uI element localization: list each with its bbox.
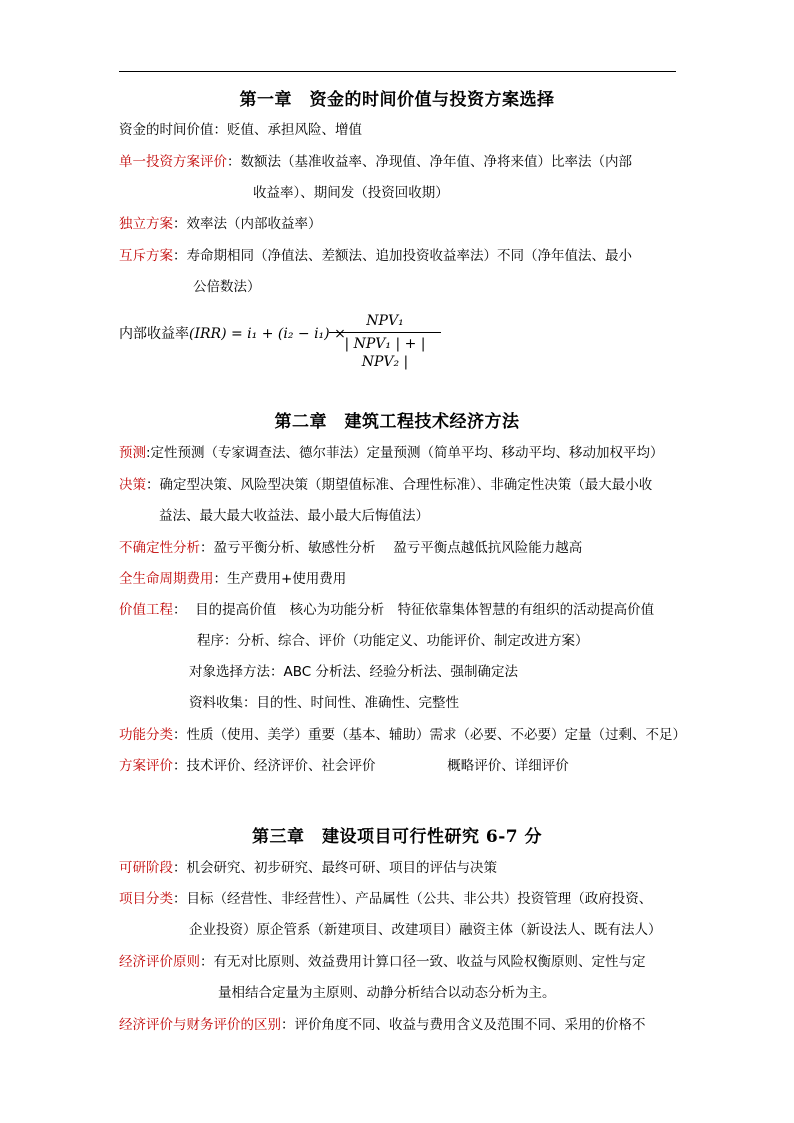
term-text: ：技术评价、经济评价、社会评价 概略评价、详细评价 — [173, 758, 569, 774]
ch3-line-evaluation-principles-cont: 量相结合定量为主原则、动静分析结合以动态分析为主。 — [218, 985, 556, 1001]
formula-lhs — [119, 323, 346, 343]
ch1-line-single-project-cont: 收益率）、期间发（投资回收期） — [253, 185, 449, 201]
term-label: 独立方案 — [119, 216, 173, 232]
ch2-line-lifecycle-cost — [119, 571, 346, 587]
term-text: ：机会研究、初步研究、最终可研、项目的评估与决策 — [173, 860, 497, 876]
ch2-line-function-classification — [119, 727, 686, 743]
ch3-line-study-stages — [119, 860, 497, 876]
formula-denominator: | NPV₁ | + | NPV₂ | — [344, 336, 426, 370]
chapter-3-title: 第三章 建设项目可行性研究 6-7 分 — [251, 827, 543, 847]
formula-label: 内部收益率 — [119, 326, 189, 342]
term-label: 单一投资方案评价 — [119, 154, 227, 170]
chapter-1-title: 第一章 资金的时间价值与投资方案选择 — [239, 90, 555, 110]
term-text: ：寿命期相同（净值法、差额法、追加投资收益率法）不同（净年值法、最小 — [173, 248, 632, 264]
term-text: :定性预测（专家调查法、德尔菲法）定量预测（简单平均、移动平均、移动加权平均） — [146, 445, 664, 461]
term-text: ：效率法（内部收益率） — [173, 216, 322, 232]
ch2-line-ve-procedure: 程序：分析、综合、评价（功能定义、功能评价、制定改进方案） — [197, 633, 589, 649]
ch2-line-forecast — [119, 445, 664, 461]
term-text: ：确定型决策、风险型决策（期望值标准、合理性标准）、非确定性决策（最大最小收 — [146, 477, 653, 493]
term-label: 决策 — [119, 477, 146, 493]
term-label: 经济评价原则 — [119, 954, 200, 970]
term-text: ：性质（使用、美学）重要（基本、辅助）需求（必要、不必要）定量（过剩、不足） — [173, 727, 686, 743]
term-text: ：评价角度不同、收益与费用含义及范围不同、采用的价格不 — [281, 1017, 646, 1033]
term-label: 项目分类 — [119, 891, 173, 907]
ch3-line-project-classification-cont: 企业投资）原企管系（新建项目、改建项目）融资主体（新设法人、既有法人） — [189, 922, 662, 938]
ch2-line-value-engineering — [119, 602, 654, 618]
ch2-line-scheme-evaluation — [119, 758, 569, 774]
term-label: 功能分类 — [119, 727, 173, 743]
header-rule — [119, 71, 676, 72]
ch1-line-independent — [119, 216, 322, 232]
term-text: ： 目的提高价值 核心为功能分析 特征依靠集体智慧的有组织的活动提高价值 — [173, 602, 655, 618]
ch1-line-time-value: 资金的时间价值：贬值、承担风险、增值 — [119, 122, 362, 138]
term-label: 互斥方案 — [119, 248, 173, 264]
term-label: 经济评价与财务评价的区别 — [119, 1017, 281, 1033]
term-label: 全生命周期费用 — [119, 571, 214, 587]
ch2-line-uncertainty — [119, 540, 582, 556]
term-label: 价值工程 — [119, 602, 173, 618]
ch2-line-decision-cont: 益法、最大最大收益法、最小最大后悔值法） — [159, 508, 429, 524]
formula-numerator: NPV₁ — [366, 313, 404, 329]
fraction-bar — [329, 332, 441, 333]
ch2-line-decision — [119, 477, 652, 493]
ch1-line-single-project — [119, 154, 632, 170]
ch1-line-mutually-exclusive-cont: 公倍数法） — [193, 279, 261, 295]
term-text: ：目标（经营性、非经营性）、产品属性（公共、非公共）投资管理（政府投资、 — [173, 891, 653, 907]
chapter-2-title: 第二章 建筑工程技术经济方法 — [274, 412, 520, 432]
term-text: ：盈亏平衡分析、敏感性分析 盈亏平衡点越低抗风险能力越高 — [200, 540, 583, 556]
term-label: 可研阶段 — [119, 860, 173, 876]
formula-expression: (IRR) = i₁ + (i₂ − i₁) × — [189, 326, 346, 342]
ch3-line-evaluation-principles — [119, 954, 646, 970]
ch2-line-ve-object-selection: 对象选择方法：ABC 分析法、经验分析法、强制确定法 — [189, 664, 518, 680]
term-label: 方案评价 — [119, 758, 173, 774]
ch2-line-ve-data-collection: 资料收集：目的性、时间性、准确性、完整性 — [189, 695, 459, 711]
term-label: 预测 — [119, 445, 146, 461]
ch3-line-project-classification — [119, 891, 652, 907]
ch1-line-mutually-exclusive — [119, 248, 632, 264]
term-text: ：数额法（基准收益率、净现值、净年值、净将来值）比率法（内部 — [227, 154, 632, 170]
term-label: 不确定性分析 — [119, 540, 200, 556]
ch3-line-economic-vs-financial — [119, 1017, 646, 1033]
formula-fraction — [329, 312, 441, 370]
term-text: ：有无对比原则、效益费用计算口径一致、收益与风险权衡原则、定性与定 — [200, 954, 646, 970]
term-text: ：生产费用+使用费用 — [213, 571, 347, 587]
